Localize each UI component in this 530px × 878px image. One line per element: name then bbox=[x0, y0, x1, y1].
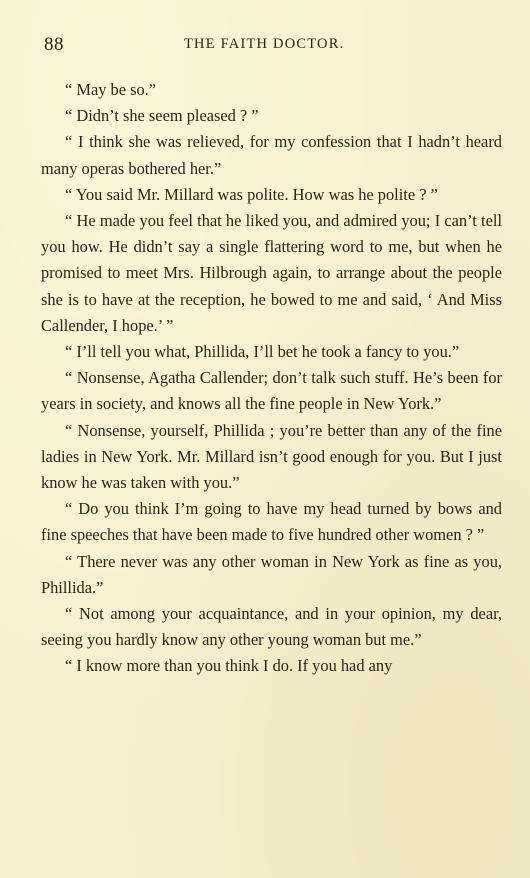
paragraph: “ I’ll tell you what, Phillida, I’ll bet he took a fancy to you.” bbox=[65, 342, 460, 362]
paragraph: “ You said Mr. Millard was polite. How was he polite ? ” bbox=[65, 184, 438, 204]
page-header bbox=[44, 34, 500, 58]
paragraph: “ He made you feel that he liked you, and admired you; I can’t tell you how. He didn’t say a single flattering word to me, but when he promised to meet Mrs. Hilbrough again, to arrange about the people she is to have at the reception, he bowed to me and said, ‘ And Miss Callender, I hope.’ ” bbox=[41, 211, 502, 335]
page-number: 88 bbox=[44, 34, 64, 55]
paragraph: “ There never was any other woman in New York as fine as you, Phillida.” bbox=[41, 551, 502, 597]
paragraph: “ Nonsense, Agatha Callender; don’t talk such stuff. He’s been for years in society, and knows all the fine people in New York.” bbox=[41, 368, 502, 414]
paragraph: “ I know more than you think I do. If you had any bbox=[65, 656, 393, 676]
paragraph: “ Nonsense, yourself, Phillida ; you’re better than any of the fine ladies in New York. Mr. Millard isn’t good enough for you. But I just know he was taken with you.” bbox=[41, 420, 502, 493]
paragraph: “ Didn’t she seem pleased ? ” bbox=[65, 106, 259, 126]
paragraph: “ I think she was relieved, for my confession that I hadn’t heard many operas bothered her.” bbox=[41, 132, 502, 178]
running-head: THE FAITH DOCTOR. bbox=[184, 36, 345, 52]
paragraph: “ May be so.” bbox=[65, 80, 157, 99]
paragraph: “ Do you think I’m going to have my head turned by bows and fine speeches that have been made to five hundred other women ? ” bbox=[41, 499, 502, 545]
paragraph: “ Not among your acquaintance, and in your opinion, my dear, seeing you hardly know any other young woman but me.” bbox=[41, 604, 502, 650]
body-text bbox=[41, 77, 502, 680]
